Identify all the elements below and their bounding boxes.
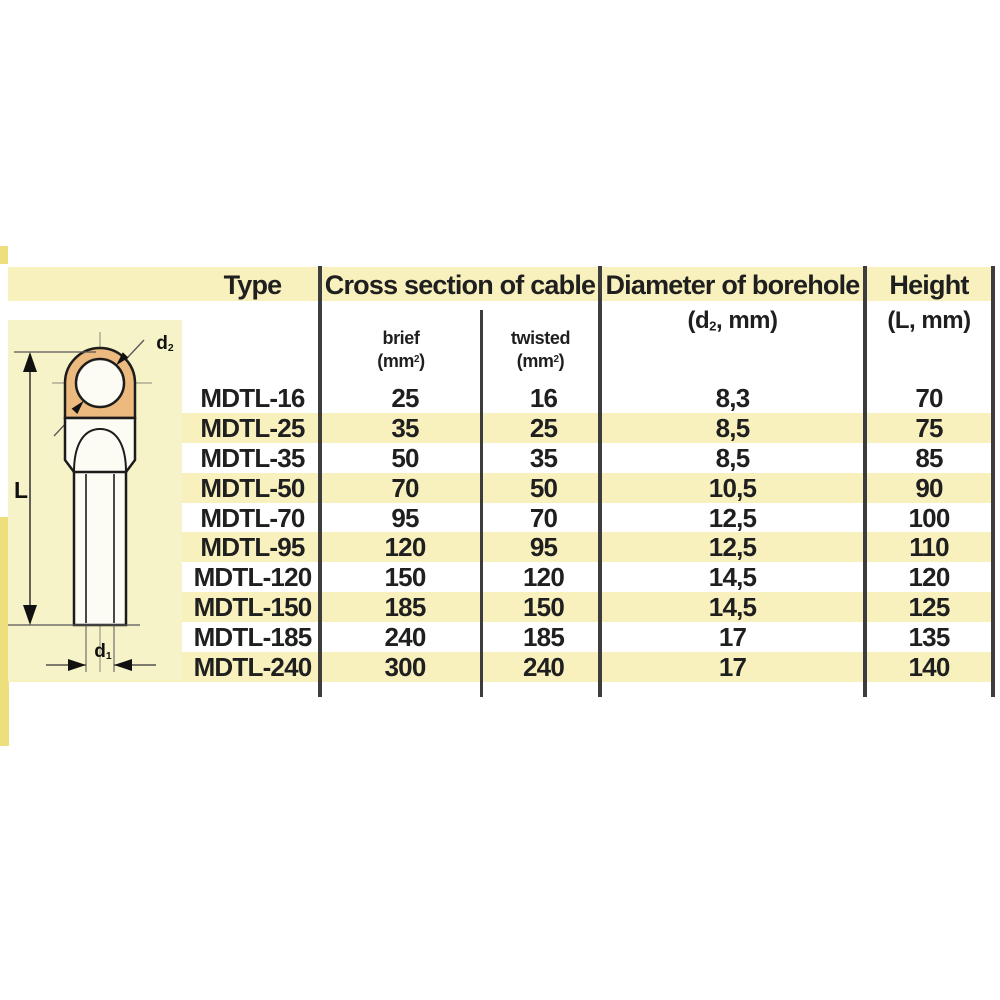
subheader-brief-unit bbox=[322, 349, 480, 372]
cell-type: MDTL-25 bbox=[200, 413, 305, 444]
subheader-brief-label: brief bbox=[382, 328, 420, 348]
header-height: Height bbox=[889, 270, 969, 300]
cell-L: 100 bbox=[908, 502, 950, 533]
cell-twisted: 35 bbox=[529, 442, 558, 473]
unit-text: , mm) bbox=[715, 307, 778, 334]
header-type: Type bbox=[223, 270, 282, 300]
cell-d2: 17 bbox=[718, 622, 747, 652]
header-borehole: Diameter of borehole bbox=[605, 270, 860, 300]
cell-d2: 8,5 bbox=[715, 413, 750, 444]
unit-text: ) bbox=[419, 350, 425, 371]
cell-L: 125 bbox=[908, 592, 950, 623]
cell-type: MDTL-50 bbox=[200, 472, 305, 503]
cable-lug-drawing bbox=[8, 320, 182, 680]
cell-L: 85 bbox=[915, 442, 943, 473]
cell-type: MDTL-185 bbox=[193, 622, 312, 652]
lug-borehole bbox=[76, 359, 124, 407]
header-height-unit: (L, mm) bbox=[887, 307, 971, 334]
cell-type: MDTL-70 bbox=[200, 502, 305, 533]
label-text: d bbox=[94, 641, 106, 662]
cell-d2: 8,3 bbox=[715, 383, 750, 414]
unit-superscript: 2 bbox=[414, 354, 420, 365]
cell-brief: 120 bbox=[384, 532, 426, 563]
lug-barrel bbox=[74, 472, 126, 625]
cell-L: 110 bbox=[909, 532, 949, 563]
cell-brief: 185 bbox=[384, 592, 426, 623]
cell-twisted: 95 bbox=[529, 532, 558, 563]
diagram-label-d1 bbox=[84, 641, 122, 663]
cell-twisted: 240 bbox=[523, 651, 564, 682]
unit-subscript: 2 bbox=[709, 318, 716, 334]
cell-L: 120 bbox=[908, 562, 950, 593]
cell-twisted: 120 bbox=[523, 562, 564, 593]
cell-brief: 240 bbox=[384, 622, 426, 652]
header-borehole-unit bbox=[602, 307, 863, 340]
cell-brief: 70 bbox=[391, 472, 419, 503]
cell-L: 140 bbox=[908, 651, 950, 682]
label-text: d bbox=[156, 333, 168, 354]
diagram-label-d2 bbox=[148, 333, 182, 355]
cell-L: 135 bbox=[908, 622, 950, 652]
cell-brief: 95 bbox=[391, 502, 419, 533]
cell-type: MDTL-95 bbox=[200, 532, 305, 563]
cell-twisted: 50 bbox=[529, 472, 558, 503]
cell-d2: 10,5 bbox=[708, 472, 757, 503]
cell-brief: 50 bbox=[391, 442, 419, 473]
cell-twisted: 185 bbox=[523, 622, 564, 652]
cable-lug-diagram bbox=[8, 320, 182, 680]
diagram-label-L: L bbox=[13, 477, 29, 503]
cell-twisted: 70 bbox=[529, 502, 558, 533]
cell-type: MDTL-240 bbox=[193, 651, 312, 682]
cell-d2: 12,5 bbox=[708, 502, 757, 533]
cell-d2: 14,5 bbox=[708, 592, 757, 623]
unit-text: (d bbox=[687, 307, 710, 334]
cell-type: MDTL-16 bbox=[200, 383, 305, 414]
cell-twisted: 16 bbox=[529, 383, 558, 414]
cell-type: MDTL-120 bbox=[193, 562, 312, 593]
subheader-twisted-unit bbox=[483, 349, 598, 372]
cell-d2: 17 bbox=[718, 651, 747, 682]
cell-twisted: 150 bbox=[523, 592, 564, 623]
cell-L: 90 bbox=[915, 472, 943, 503]
cell-brief: 150 bbox=[384, 562, 426, 593]
unit-text: ) bbox=[558, 350, 565, 371]
unit-superscript: 2 bbox=[553, 354, 559, 365]
cell-type: MDTL-35 bbox=[200, 442, 305, 473]
subheader-brief bbox=[322, 328, 480, 372]
cell-L: 75 bbox=[915, 413, 943, 444]
cell-brief: 300 bbox=[384, 651, 426, 682]
subheader-twisted bbox=[483, 328, 598, 372]
label-subscript: 2 bbox=[167, 343, 174, 355]
cell-brief: 25 bbox=[391, 383, 419, 414]
label-subscript: 1 bbox=[105, 651, 112, 663]
unit-text: (mm bbox=[377, 350, 415, 371]
subheader-twisted-label: twisted bbox=[510, 328, 571, 348]
cell-d2: 8,5 bbox=[715, 442, 750, 473]
cell-twisted: 25 bbox=[529, 413, 558, 444]
unit-text: (mm bbox=[516, 350, 554, 371]
cell-L: 70 bbox=[915, 383, 943, 414]
cell-d2: 12,5 bbox=[708, 532, 757, 563]
header-cross-section: Cross section of cable bbox=[324, 270, 596, 300]
cell-d2: 14,5 bbox=[708, 562, 757, 593]
cell-brief: 35 bbox=[391, 413, 419, 444]
page-edge-strip bbox=[0, 246, 8, 264]
cell-type: MDTL-150 bbox=[193, 592, 312, 623]
